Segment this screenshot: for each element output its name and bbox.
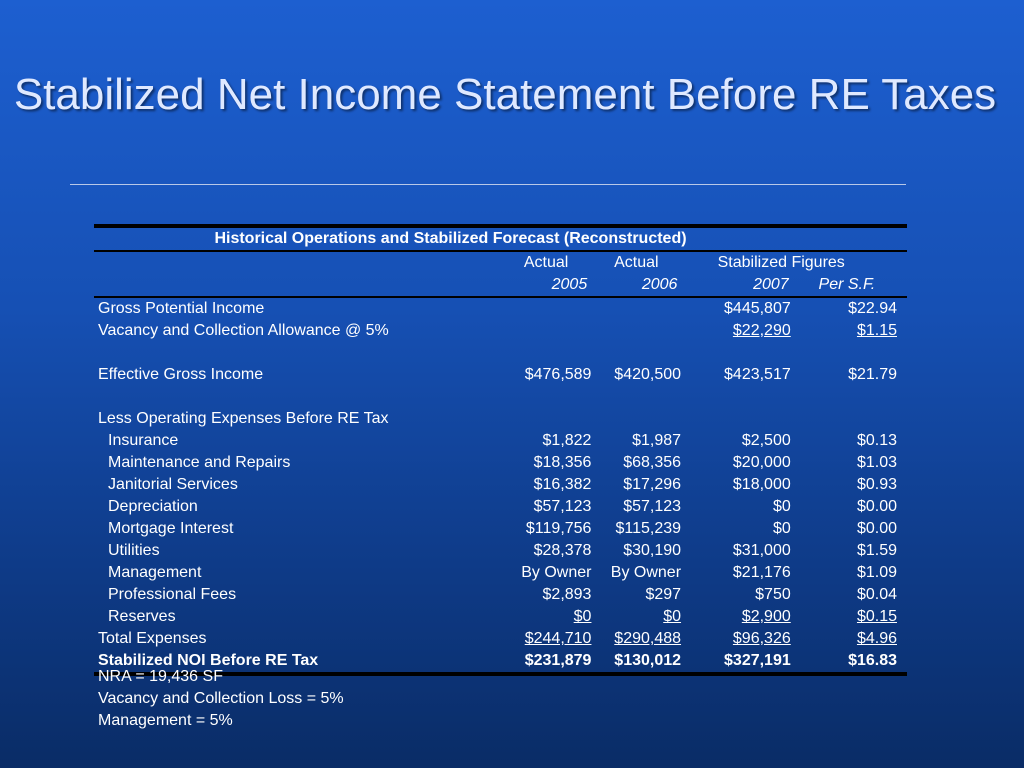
row-value-c4 <box>795 342 907 364</box>
income-statement-table <box>94 224 907 676</box>
header-stabilized-figures: Stabilized Figures <box>717 254 845 271</box>
row-value-c4 <box>795 430 907 452</box>
cell-value: $244,710 <box>524 630 592 647</box>
cell-value: $1.59 <box>856 542 897 559</box>
table-row <box>94 452 907 474</box>
row-value-c4 <box>795 540 907 562</box>
header-year-2007: 2007 <box>753 276 789 293</box>
cell-value: $0.15 <box>856 608 897 625</box>
header-year-2006: 2006 <box>641 276 678 293</box>
row-label: Effective Gross Income <box>98 366 264 383</box>
slide-title <box>0 70 1010 120</box>
row-value-c3 <box>685 386 795 408</box>
row-label <box>94 342 506 364</box>
statement-grid <box>94 252 907 296</box>
row-value-c2 <box>595 342 685 364</box>
cell-value: $16.83 <box>848 652 897 669</box>
row-value-c4 <box>795 364 907 386</box>
cell-value: $750 <box>755 586 791 603</box>
row-value-c3 <box>685 474 795 496</box>
cell-value: $16,382 <box>533 476 592 493</box>
title-divider <box>70 184 906 185</box>
cell-value: $1.15 <box>856 322 897 339</box>
cell-value: $30,190 <box>623 542 682 559</box>
cell-value: $96,326 <box>732 630 791 647</box>
row-value-c4 <box>795 408 907 430</box>
row-value-c4 <box>795 584 907 606</box>
row-value-c2 <box>595 430 685 452</box>
row-value-c4 <box>795 606 907 628</box>
row-label: Gross Potential Income <box>98 300 265 317</box>
row-value-c2 <box>595 606 685 628</box>
row-value-c1 <box>506 518 596 540</box>
table-row <box>94 474 907 496</box>
row-value-c1 <box>506 386 596 408</box>
row-label: Insurance <box>108 432 179 449</box>
header-year-2005: 2005 <box>551 276 588 293</box>
statement-body <box>94 298 907 672</box>
row-value-c2 <box>595 518 685 540</box>
cell-value: $231,879 <box>524 652 592 669</box>
row-value-c3 <box>685 430 795 452</box>
table-row <box>94 496 907 518</box>
row-label: Vacancy and Collection Allowance @ 5% <box>98 322 389 339</box>
row-value-c2 <box>595 474 685 496</box>
row-value-c2 <box>595 496 685 518</box>
row-value-c4 <box>795 320 907 342</box>
row-value-c1 <box>506 430 596 452</box>
row-value-c2 <box>595 540 685 562</box>
header-actual-2005: Actual <box>523 254 569 271</box>
table-row <box>94 540 907 562</box>
cell-value: $423,517 <box>724 366 791 383</box>
cell-value: $297 <box>645 586 682 603</box>
row-label: Less Operating Expenses Before RE Tax <box>98 410 389 427</box>
cell-value: $119,756 <box>525 520 592 537</box>
row-value-c4 <box>795 628 907 650</box>
cell-value: $2,893 <box>542 586 592 603</box>
note-nra: NRA = 19,436 SF <box>98 668 223 685</box>
cell-value: $18,356 <box>533 454 592 471</box>
row-value-c3 <box>685 606 795 628</box>
header-row-2 <box>94 274 907 296</box>
cell-value: $130,012 <box>614 652 682 669</box>
table-row <box>94 628 907 650</box>
cell-value: $0 <box>573 608 592 625</box>
row-label <box>94 386 506 408</box>
header-per-sf: Per S.F. <box>818 276 876 293</box>
row-value-c3 <box>685 628 795 650</box>
cell-value: $21.79 <box>848 366 897 383</box>
row-label: Management <box>108 564 202 581</box>
row-value-c4 <box>795 452 907 474</box>
cell-value: $28,378 <box>533 542 592 559</box>
cell-value: $0 <box>663 608 682 625</box>
row-value-c1 <box>506 606 596 628</box>
row-value-c2 <box>595 584 685 606</box>
table-caption: Historical Operations and Stabilized Forecast (Reconstructed) <box>214 230 687 247</box>
row-value-c3 <box>685 364 795 386</box>
cell-value: $2,900 <box>741 608 791 625</box>
table-row <box>94 364 907 386</box>
row-value-c3 <box>685 562 795 584</box>
row-value-c2 <box>595 364 685 386</box>
row-value-c2 <box>595 320 685 342</box>
row-label: Professional Fees <box>108 586 237 603</box>
table-row <box>94 584 907 606</box>
row-value-c1 <box>506 298 596 320</box>
row-value-c3 <box>685 298 795 320</box>
row-value-c1 <box>506 408 596 430</box>
cell-value: $57,123 <box>623 498 682 515</box>
row-value-c4 <box>795 474 907 496</box>
row-label: Stabilized NOI Before RE Tax <box>98 652 319 669</box>
cell-value: $17,296 <box>623 476 682 493</box>
row-value-c1 <box>506 650 596 672</box>
cell-value: $0.93 <box>856 476 897 493</box>
cell-value: $1,987 <box>632 432 682 449</box>
row-label: Janitorial Services <box>108 476 238 493</box>
row-value-c3 <box>685 650 795 672</box>
cell-value: $57,123 <box>533 498 592 515</box>
cell-value: $22.94 <box>848 300 897 317</box>
row-label: Reserves <box>108 608 176 625</box>
cell-value: By Owner <box>610 564 682 581</box>
cell-value: $0.00 <box>856 520 897 537</box>
cell-value: $22,290 <box>732 322 791 339</box>
row-value-c1 <box>506 540 596 562</box>
row-value-c3 <box>685 408 795 430</box>
table-row <box>94 562 907 584</box>
row-value-c3 <box>685 496 795 518</box>
cell-value: $0 <box>772 498 791 515</box>
row-value-c3 <box>685 320 795 342</box>
table-row <box>94 386 907 408</box>
cell-value: $21,176 <box>732 564 791 581</box>
row-value-c1 <box>506 452 596 474</box>
table-row <box>94 320 907 342</box>
cell-value: $0 <box>772 520 791 537</box>
row-value-c4 <box>795 562 907 584</box>
row-label: Utilities <box>108 542 160 559</box>
row-label: Total Expenses <box>98 630 207 647</box>
cell-value: $4.96 <box>856 630 897 647</box>
row-value-c4 <box>795 298 907 320</box>
row-value-c1 <box>506 364 596 386</box>
cell-value: $20,000 <box>732 454 791 471</box>
row-value-c3 <box>685 452 795 474</box>
cell-value: $0.00 <box>856 498 897 515</box>
footnotes <box>98 666 344 732</box>
cell-value: By Owner <box>521 564 592 581</box>
row-value-c4 <box>795 496 907 518</box>
cell-value: $290,488 <box>614 630 682 647</box>
cell-value: $1.09 <box>856 564 897 581</box>
row-value-c4 <box>795 650 907 672</box>
row-value-c1 <box>506 474 596 496</box>
header-row-1 <box>94 252 907 274</box>
row-value-c2 <box>595 562 685 584</box>
cell-value: $327,191 <box>724 652 791 669</box>
cell-value: $420,500 <box>614 366 682 383</box>
table-row <box>94 606 907 628</box>
table-row <box>94 518 907 540</box>
cell-value: $31,000 <box>732 542 791 559</box>
row-value-c2 <box>595 452 685 474</box>
table-row <box>94 408 907 430</box>
header-actual-2006: Actual <box>614 254 659 271</box>
note-vacancy: Vacancy and Collection Loss = 5% <box>98 690 344 707</box>
table-row <box>94 298 907 320</box>
row-value-c3 <box>685 540 795 562</box>
row-value-c3 <box>685 518 795 540</box>
title-text: Stabilized Net Income Statement Before RE Taxes <box>13 70 997 119</box>
row-value-c2 <box>595 628 685 650</box>
row-value-c1 <box>506 320 596 342</box>
row-label: Mortgage Interest <box>108 520 234 537</box>
cell-value: $1.03 <box>856 454 897 471</box>
cell-value: $476,589 <box>524 366 592 383</box>
cell-value: $68,356 <box>623 454 682 471</box>
row-label: Maintenance and Repairs <box>108 454 291 471</box>
row-label: Depreciation <box>108 498 198 515</box>
row-value-c3 <box>685 342 795 364</box>
table-row <box>94 430 907 452</box>
note-management: Management = 5% <box>98 712 233 729</box>
row-value-c1 <box>506 628 596 650</box>
cell-value: $0.04 <box>856 586 897 603</box>
row-value-c2 <box>595 408 685 430</box>
table-row <box>94 342 907 364</box>
row-value-c4 <box>795 386 907 408</box>
row-value-c3 <box>685 584 795 606</box>
cell-value: $2,500 <box>741 432 791 449</box>
cell-value: $1,822 <box>542 432 592 449</box>
row-value-c4 <box>795 518 907 540</box>
row-value-c1 <box>506 562 596 584</box>
cell-value: $445,807 <box>724 300 791 317</box>
cell-value: $0.13 <box>856 432 897 449</box>
cell-value: $115,239 <box>615 520 682 537</box>
row-value-c1 <box>506 496 596 518</box>
row-value-c1 <box>506 584 596 606</box>
row-value-c1 <box>506 342 596 364</box>
row-value-c2 <box>595 298 685 320</box>
row-value-c2 <box>595 650 685 672</box>
row-value-c2 <box>595 386 685 408</box>
cell-value: $18,000 <box>732 476 791 493</box>
